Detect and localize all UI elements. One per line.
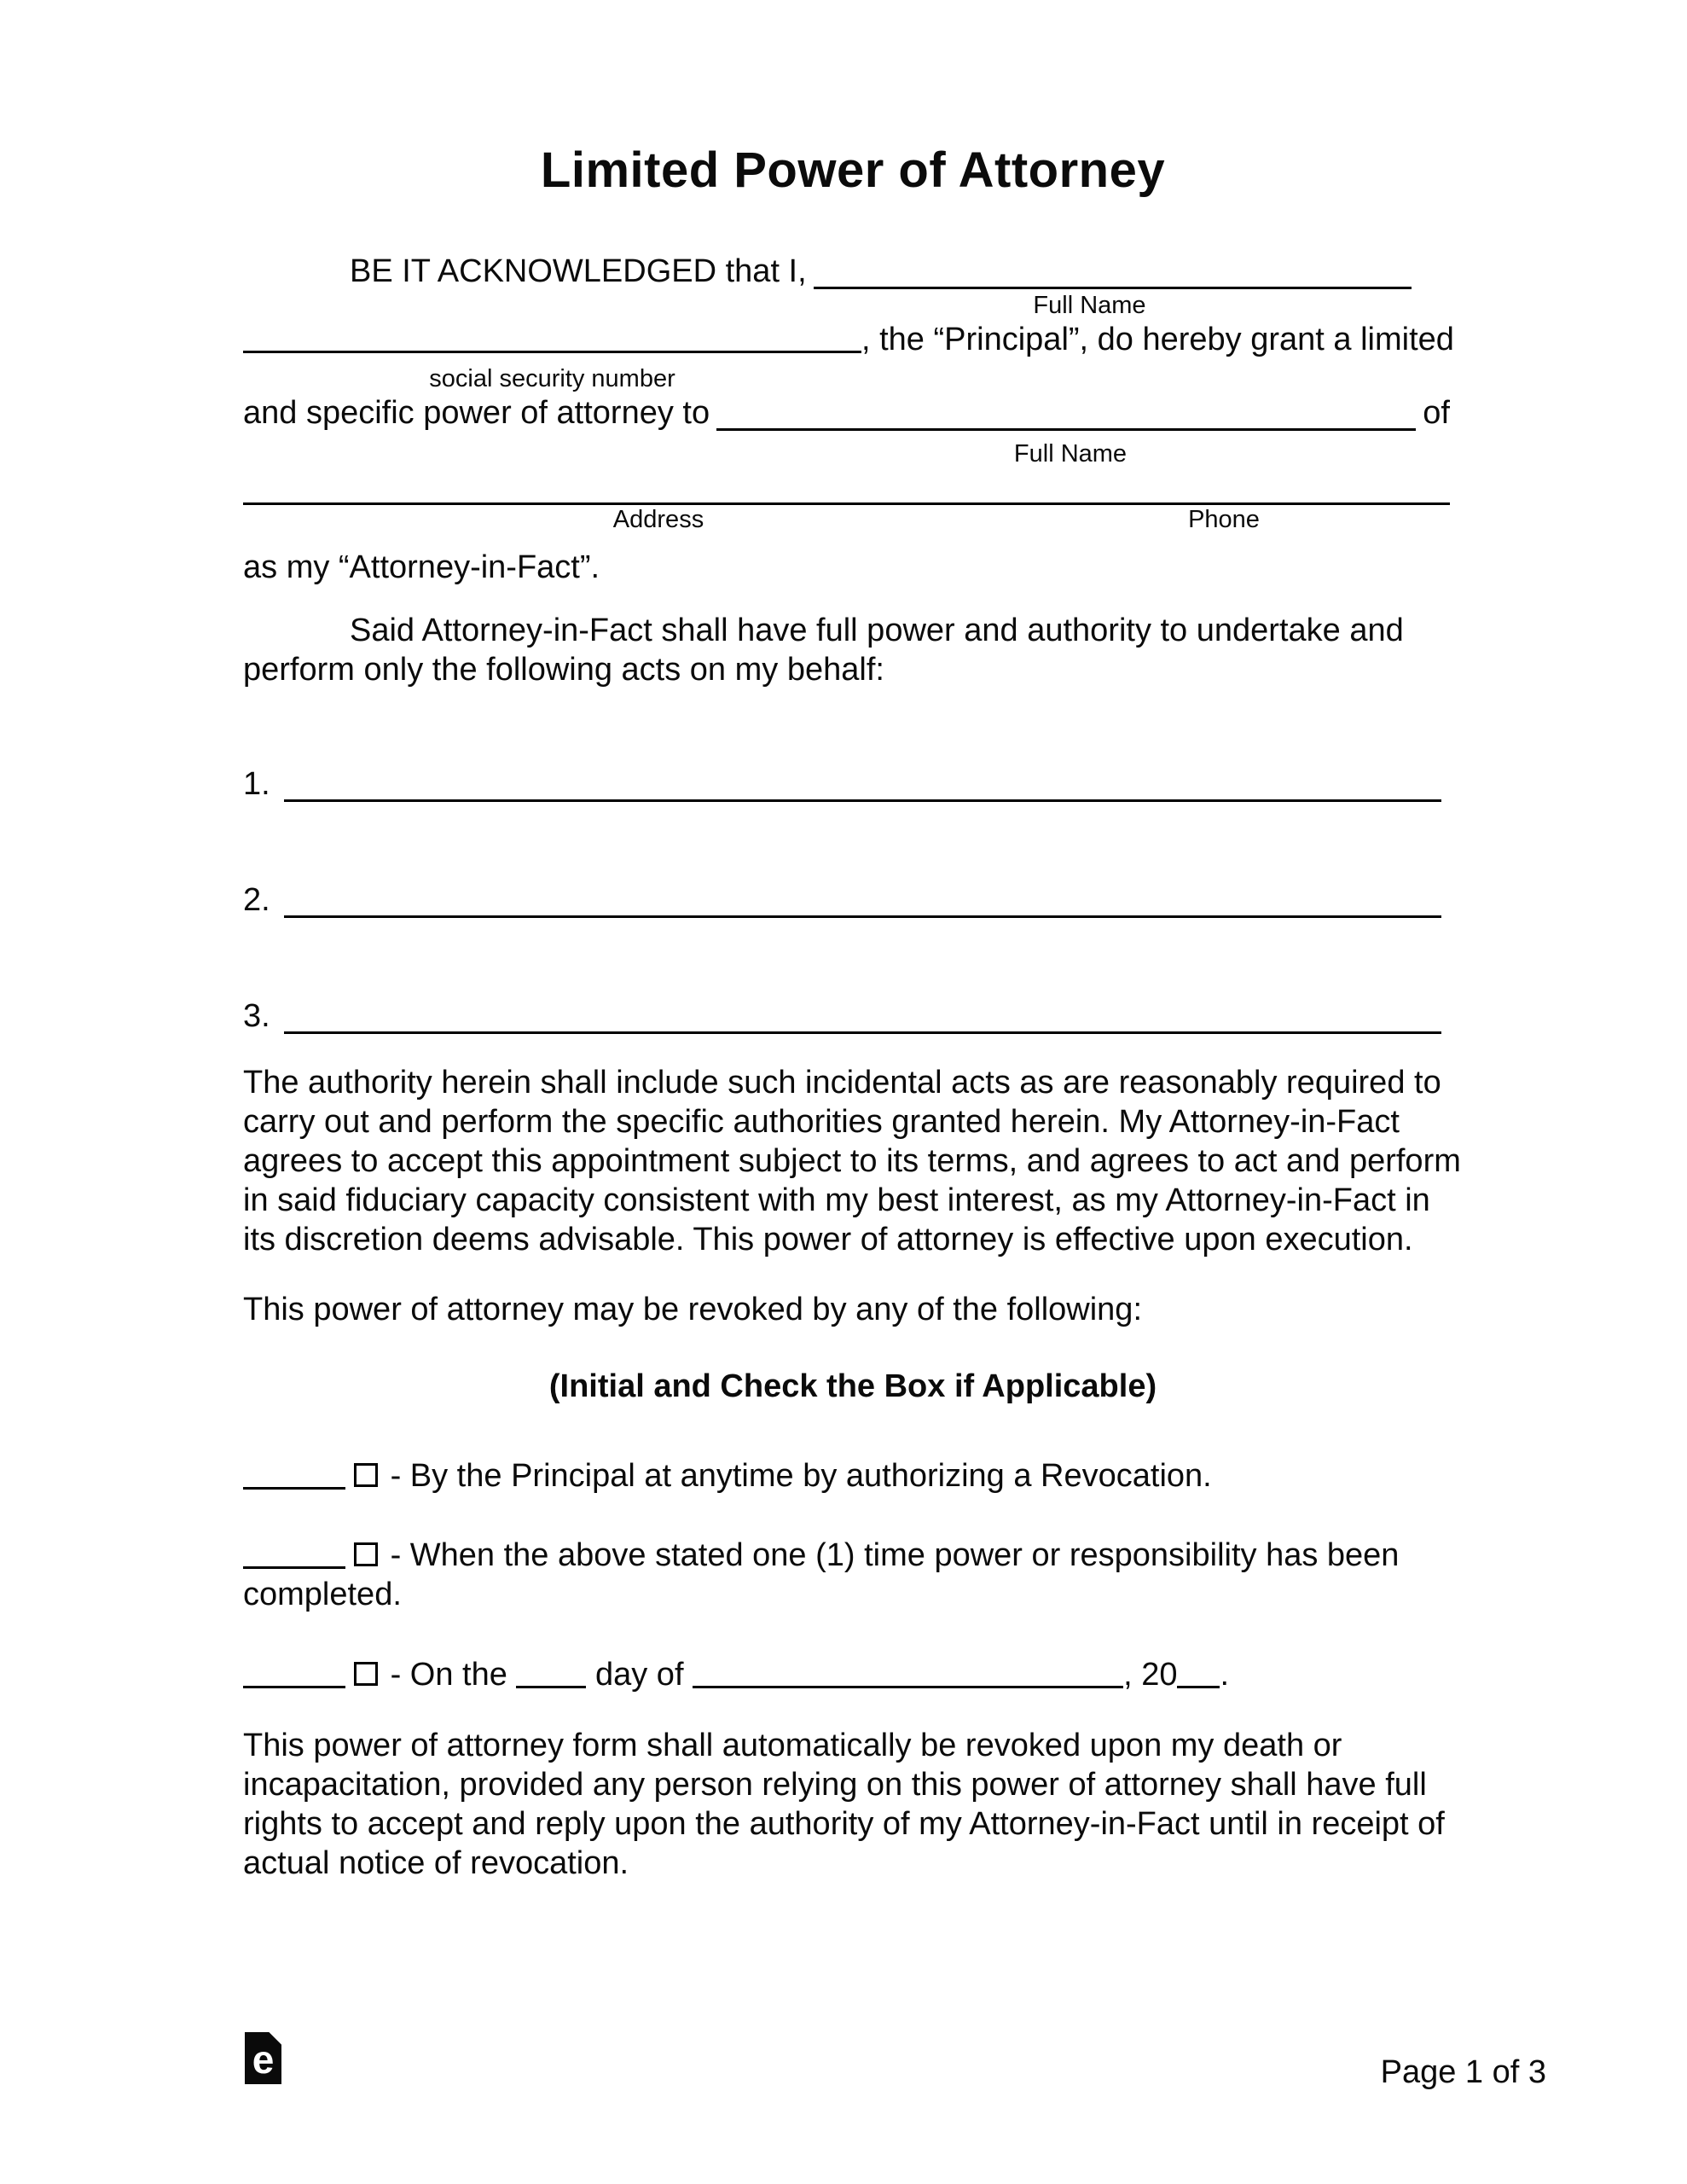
revocation-option-1 [243, 1456, 1463, 1496]
checkbox-icon[interactable] [354, 1662, 378, 1686]
act-row-3 [243, 996, 1441, 1036]
option-3-year-prefix: , 20 [1123, 1657, 1178, 1693]
full-name-label-2: Full Name [1013, 440, 1128, 468]
revocation-intro: This power of attorney may be revoked by any of the following: [243, 1292, 1142, 1327]
auto-revoke-paragraph: This power of attorney form shall automatically be revoked upon my death or incapacitation, provided any person relying on this power of attorney shall have full rights to accept and reply upon the authority of my Attorney-in-Fact until in receipt of actual notice of revocation. [243, 1728, 1445, 1881]
of-suffix-text: of [1423, 395, 1450, 431]
option-3-middle: day of [594, 1657, 684, 1693]
year-blank[interactable] [1177, 1660, 1220, 1688]
option-separator: - [390, 1657, 402, 1693]
acknowledge-text: BE IT ACKNOWLEDGED that I, [350, 253, 807, 289]
address-phone-blank[interactable] [243, 468, 1450, 505]
initials-blank-1[interactable] [243, 1461, 345, 1490]
act-blank-2[interactable] [284, 880, 1441, 918]
principal-name-blank[interactable] [814, 252, 1412, 289]
option-separator: - [390, 1537, 402, 1573]
grant-clause-text: and specific power of attorney to [243, 395, 710, 431]
ssn-blank[interactable] [243, 325, 861, 353]
initials-blank-3[interactable] [243, 1660, 345, 1688]
incidental-paragraph: The authority herein shall include such incidental acts as are reasonably required to carry out and perform the specific authorities granted herein. My Attorney-in-Fact agrees to accept this appointment subject to its terms, and agrees to act and perform in said fiduciary capacity consistent with my best interest, as my Attorney-in-Fact in its discretion deems advisable. This power of attorney is effective upon execution. [243, 1065, 1461, 1258]
act-blank-1[interactable] [284, 764, 1441, 802]
acknowledge-line [243, 252, 1412, 291]
checkbox-icon[interactable] [354, 1463, 378, 1487]
principal-clause-text: , the “Principal”, do hereby grant a limited [861, 322, 1454, 357]
address-phone-labels [243, 505, 1463, 534]
act-number-2: 2. [243, 882, 270, 918]
initial-check-heading: (Initial and Check the Box if Applicable) [548, 1368, 1157, 1404]
checkbox-icon[interactable] [354, 1542, 378, 1566]
revocation-option-3 [243, 1655, 1463, 1694]
month-blank[interactable] [693, 1660, 1123, 1688]
option-3-prefix: On the [409, 1657, 507, 1693]
phone-label: Phone [1188, 506, 1260, 533]
option-1-text: By the Principal at anytime by authorizing a Revocation. [409, 1458, 1212, 1494]
principal-line [243, 320, 1463, 359]
page-title: Limited Power of Attorney [540, 142, 1166, 198]
option-2-text: When the above stated one (1) time power or responsibility has been completed. [243, 1537, 1400, 1612]
initials-blank-2[interactable] [243, 1541, 345, 1569]
option-3-period: . [1220, 1657, 1230, 1693]
act-row-1 [243, 764, 1441, 804]
full-name-label-1: Full Name [1033, 292, 1146, 319]
document-content [243, 0, 1463, 1883]
day-blank[interactable] [516, 1660, 586, 1688]
ssn-label: social security number [429, 365, 675, 392]
attorney-in-fact-line: as my “Attorney-in-Fact”. [243, 549, 600, 585]
authority-paragraph: Said Attorney-in-Fact shall have full power and authority to undertake and perform only the following acts on my behalf: [243, 613, 1404, 688]
address-label: Address [612, 506, 704, 533]
act-number-1: 1. [243, 766, 270, 802]
grant-line [243, 393, 1450, 433]
logo-letter: e [252, 2037, 275, 2082]
attorney-name-blank[interactable] [716, 393, 1416, 431]
option-separator: - [390, 1458, 402, 1494]
act-row-2 [243, 880, 1441, 920]
eforms-logo-icon [245, 2032, 281, 2084]
act-blank-3[interactable] [284, 996, 1441, 1034]
revocation-option-2 [243, 1536, 1463, 1614]
act-number-3: 3. [243, 998, 270, 1034]
page-number-label: Page 1 of 3 [1380, 2054, 1546, 2090]
